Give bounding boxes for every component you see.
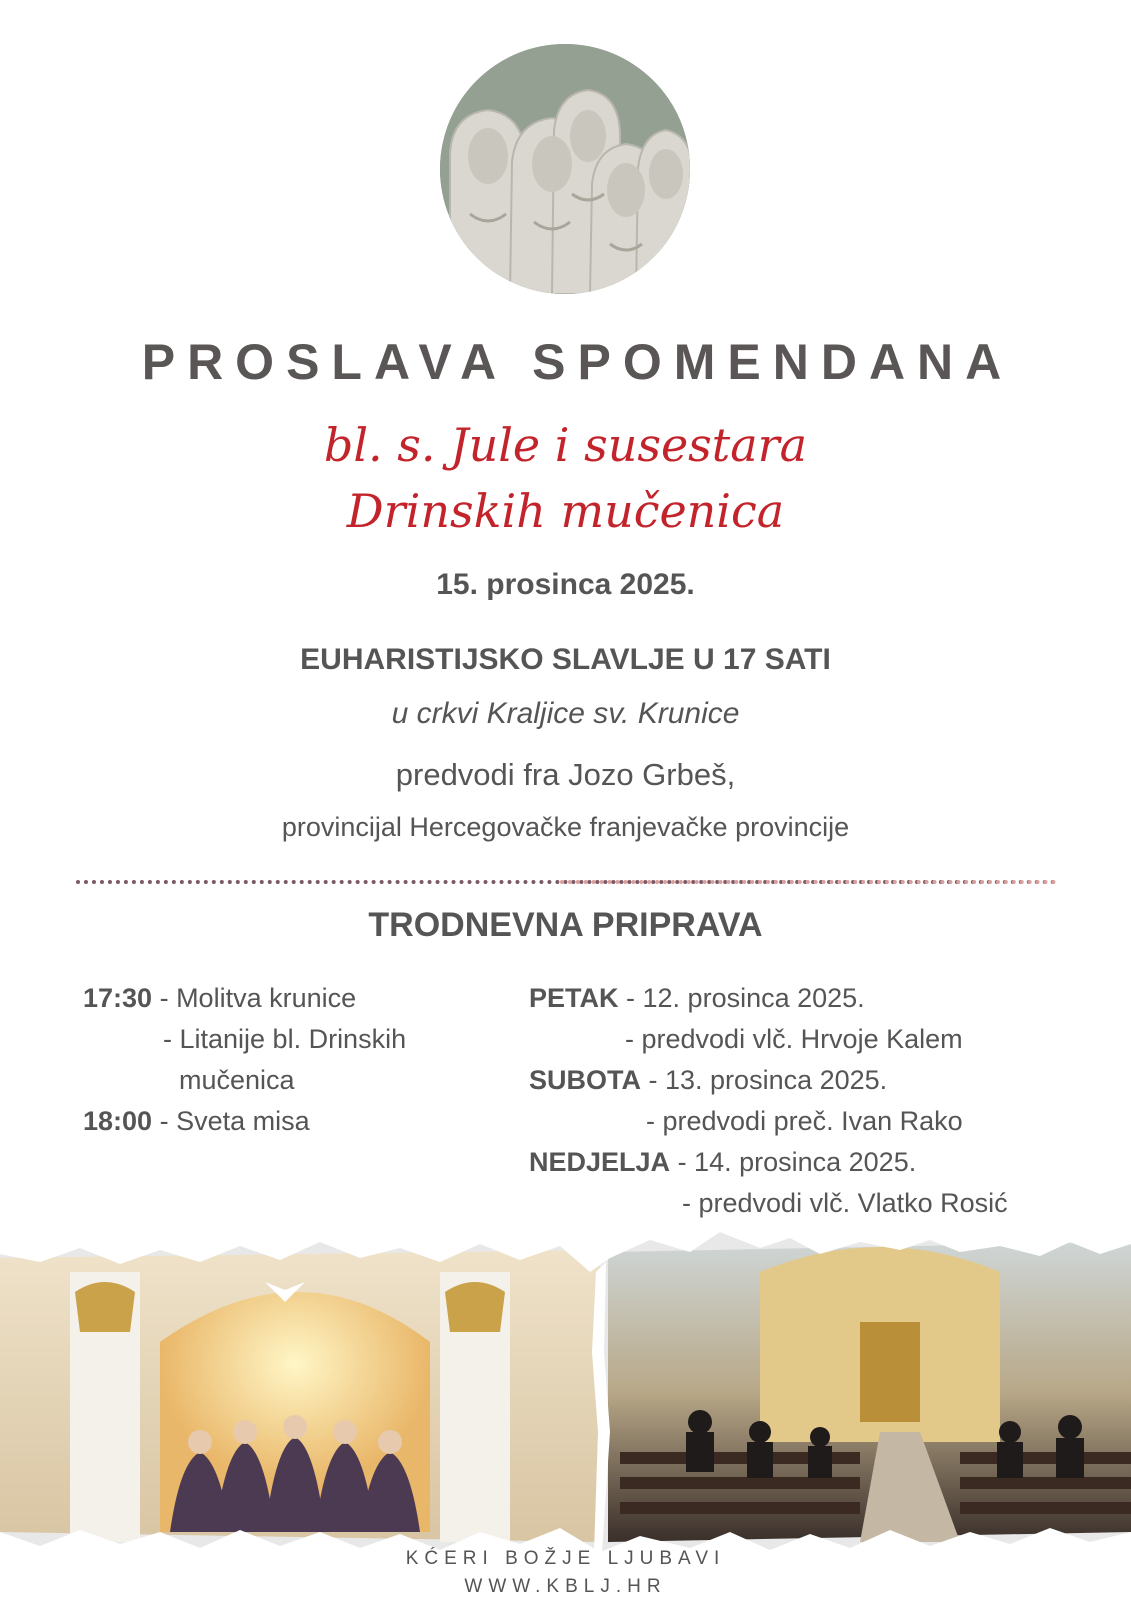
day-name: SUBOTA: [529, 1065, 641, 1095]
preparation-title: TRODNEVNA PRIPRAVA: [368, 906, 763, 944]
schedule-item-2: - Litanije bl. Drinskih: [163, 1024, 407, 1054]
church-interior-photo: [608, 1242, 1131, 1542]
day-row: [529, 1142, 1089, 1183]
mass-presider-role: provincijal Hercegovačke franjevačke provincije: [281, 812, 850, 842]
sculpture-photo: [440, 44, 690, 294]
day-row: [529, 978, 1089, 1019]
mural-photo: [0, 1250, 600, 1542]
page-title: PROSLAVA SPOMENDANA: [141, 334, 1014, 390]
footer-organization: KĆERI BOŽJE LJUBAVI: [405, 1548, 726, 1569]
event-date: 15. prosinca 2025.: [436, 568, 695, 601]
schedule-line-2: [83, 1019, 513, 1060]
schedule-item-3: - Sveta misa: [159, 1106, 310, 1136]
day-date: - 12. prosinca 2025.: [626, 983, 865, 1013]
day-presider: - predvodi vlč. Hrvoje Kalem: [625, 1024, 963, 1054]
mass-presider: predvodi fra Jozo Grbeš,: [395, 757, 736, 792]
mass-title: EUHARISTIJSKO SLAVLJE U 17 SATI: [300, 643, 831, 676]
day-presider: - predvodi vlč. Vlatko Rosić: [682, 1188, 1008, 1218]
footer-website: WWW.KBLJ.HR: [464, 1576, 667, 1597]
schedule-item-1: - Molitva krunice: [159, 983, 357, 1013]
time-2: 18:00: [83, 1106, 153, 1136]
day-presider: - predvodi preč. Ivan Rako: [646, 1106, 963, 1136]
day-date: - 14. prosinca 2025.: [677, 1147, 917, 1177]
photo-strip: [0, 1232, 1131, 1562]
subtitle-line-2: Drinskih mučenica: [346, 484, 785, 538]
time-1: 17:30: [83, 983, 153, 1013]
schedule-item-2-cont: mučenica: [179, 1065, 295, 1095]
preparation-days: [529, 978, 1089, 1224]
daily-schedule: [83, 978, 513, 1142]
divider-fade: [560, 880, 1056, 884]
schedule-line-3: [83, 1060, 513, 1101]
day-date: - 13. prosinca 2025.: [648, 1065, 888, 1095]
day-name: PETAK: [529, 983, 619, 1013]
mass-church: u crkvi Kraljice sv. Krunice: [391, 697, 740, 730]
subtitle-line-1: bl. s. Jule i susestara: [323, 418, 808, 472]
day-row: [529, 1060, 1089, 1101]
schedule-line-4: [83, 1101, 513, 1142]
day-name: NEDJELJA: [529, 1147, 671, 1177]
schedule-line-1: [83, 978, 513, 1019]
